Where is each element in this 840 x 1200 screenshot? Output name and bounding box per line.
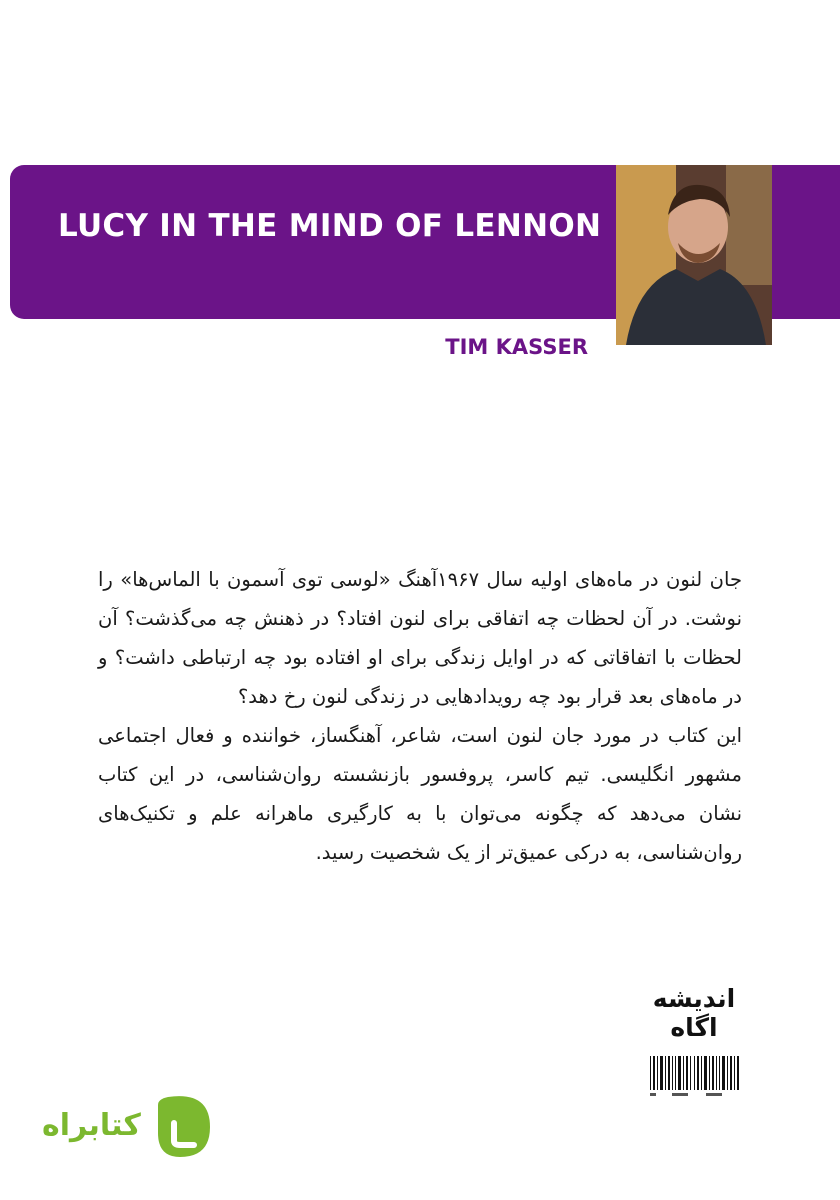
author-name: TIM KASSER [445, 335, 588, 359]
barcode-icon [648, 1056, 742, 1100]
book-description [98, 560, 742, 872]
publisher-line-2: اگاه [670, 1013, 718, 1042]
description-paragraph-1: جان لنون در ماه‌های اولیه سال ۱۹۶۷آهنگ «لوسی توی آسمون با الماس‌ها» را نوشت. در آن لحظات چه اتفاقی برای لنون افتاد؟ در ذهنش چه می‌گذشت؟ آن لحظات با اتفاقاتی که در اوایل زندگی برای او افتاده بود چه ارتباطی داشت؟ و در ماه‌های بعد قرار بود چه رویدادهایی در زندگی لنون رخ دهد؟ [98, 568, 742, 708]
author-photo [616, 165, 772, 345]
book-title: LUCY IN THE MIND OF LENNON [58, 208, 602, 244]
publisher-line-1: اندیشه [652, 984, 736, 1013]
publisher-logo [652, 984, 736, 1046]
ketabrah-watermark-label: کتابراه [42, 1108, 141, 1143]
description-paragraph-2: این کتاب در مورد جان لنون است، شاعر، آهنگساز، خواننده و فعال اجتماعی مشهور انگلیسی. تیم کاسر، پروفسور بازنشسته روان‌شناسی، در این کتاب نشان می‌دهد که چگونه می‌توان با به کارگیری ماهرانه علم و تکنیک‌های روان‌شناسی، به درکی عمیق‌تر از یک شخصیت رسید. [98, 724, 742, 864]
